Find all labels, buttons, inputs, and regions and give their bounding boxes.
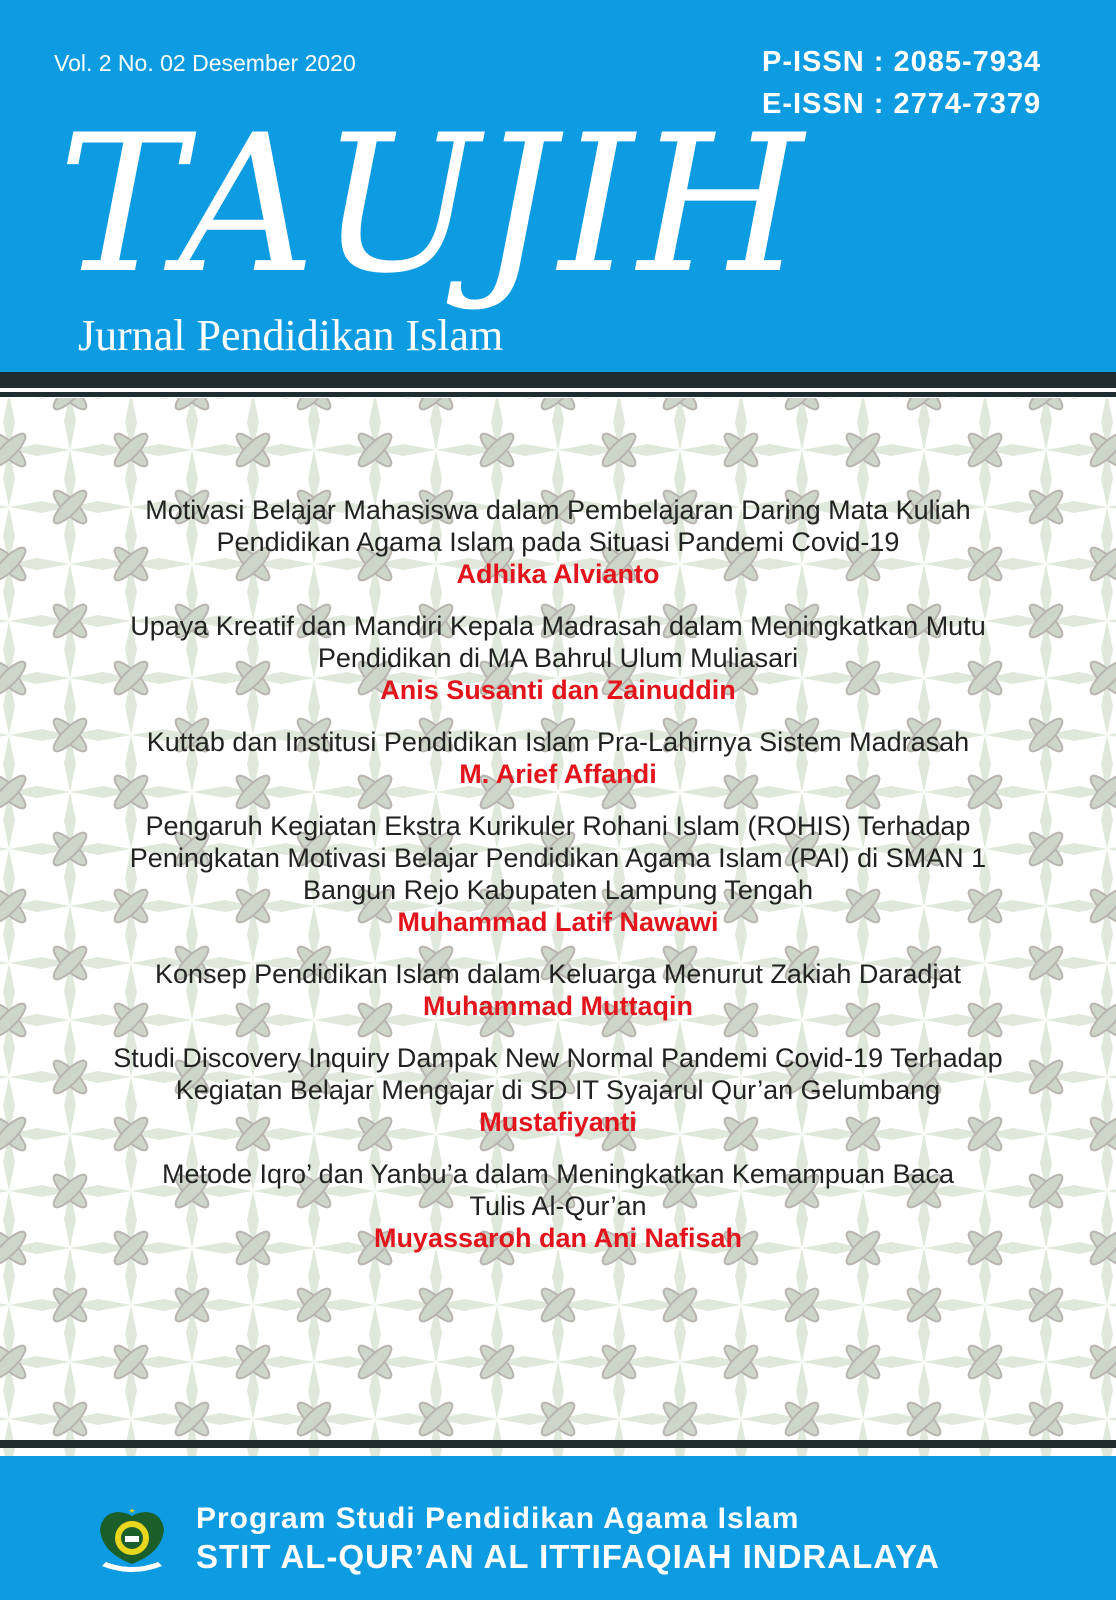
article-author: Muhammad Latif Nawawi [397, 907, 719, 937]
article-title-line: Kuttab dan Institusi Pendidikan Islam Pra-Lahirnya Sistem Madrasah [146, 727, 970, 757]
footer-program: Program Studi Pendidikan Agama Islam [196, 1502, 800, 1535]
article-title-line: Pendidikan di MA Bahrul Ulum Muliasari [317, 643, 799, 673]
article-entry [0, 958, 1116, 1022]
article-entry [0, 726, 1116, 790]
institution-logo [98, 1506, 166, 1578]
article-title-line: Upaya Kreatif dan Mandiri Kepala Madrasah dalam Meningkatkan Mutu [130, 611, 986, 641]
e-issn: E-ISSN : 2774-7379 [762, 88, 1042, 120]
article-author: M. Arief Affandi [459, 759, 657, 789]
cover-header [0, 0, 1116, 372]
article-entry [0, 1158, 1116, 1254]
article-title-line: Studi Discovery Inquiry Dampak New Normal Pandemi Covid-19 Terhadap [113, 1043, 1003, 1073]
journal-subtitle: Jurnal Pendidikan Islam [78, 311, 504, 360]
article-author: Muyassaroh dan Ani Nafisah [373, 1223, 743, 1253]
divider-line [0, 392, 1116, 397]
article-title-line: Pengaruh Kegiatan Ekstra Kurikuler Rohani Islam (ROHIS) Terhadap [145, 811, 971, 841]
volume-info: Vol. 2 No. 02 Desember 2020 [54, 50, 356, 76]
article-title-line: Konsep Pendidikan Islam dalam Keluarga Menurut Zakiah Daradjat [155, 959, 961, 989]
article-entry [0, 610, 1116, 706]
article-author: Anis Susanti dan Zainuddin [380, 675, 736, 705]
article-author: Mustafiyanti [479, 1107, 637, 1137]
article-title-line: Tulis Al-Qur’an [469, 1191, 647, 1221]
article-entry [0, 494, 1116, 590]
article-title-line: Kegiatan Belajar Mengajar di SD IT Syajarul Qur’an Gelumbang [175, 1075, 941, 1105]
article-list [0, 494, 1116, 1274]
p-issn: P-ISSN : 2085-7934 [762, 46, 1042, 78]
article-entry [0, 810, 1116, 938]
article-title-line: Pendidikan Agama Islam pada Situasi Pandemi Covid-19 [216, 527, 900, 557]
footer-divider [0, 1440, 1116, 1448]
article-title-line: Motivasi Belajar Mahasiswa dalam Pembelajaran Daring Mata Kuliah [145, 495, 971, 525]
journal-title: TAUJIH [58, 94, 808, 315]
article-entry [0, 1042, 1116, 1138]
article-title-line: Metode Iqro’ dan Yanbu’a dalam Meningkatkan Kemampuan Baca [161, 1159, 954, 1189]
article-author: Adhika Alvianto [456, 559, 660, 589]
divider-band [0, 372, 1116, 388]
footer-institution: STIT AL-QUR’AN AL ITTIFAQIAH INDRALAYA [196, 1538, 940, 1575]
article-title-line: Bangun Rejo Kabupaten Lampung Tengah [303, 875, 813, 905]
article-title-line: Peningkatan Motivasi Belajar Pendidikan Agama Islam (PAI) di SMAN 1 [129, 843, 987, 873]
article-author: Muhammad Muttaqin [423, 991, 693, 1021]
